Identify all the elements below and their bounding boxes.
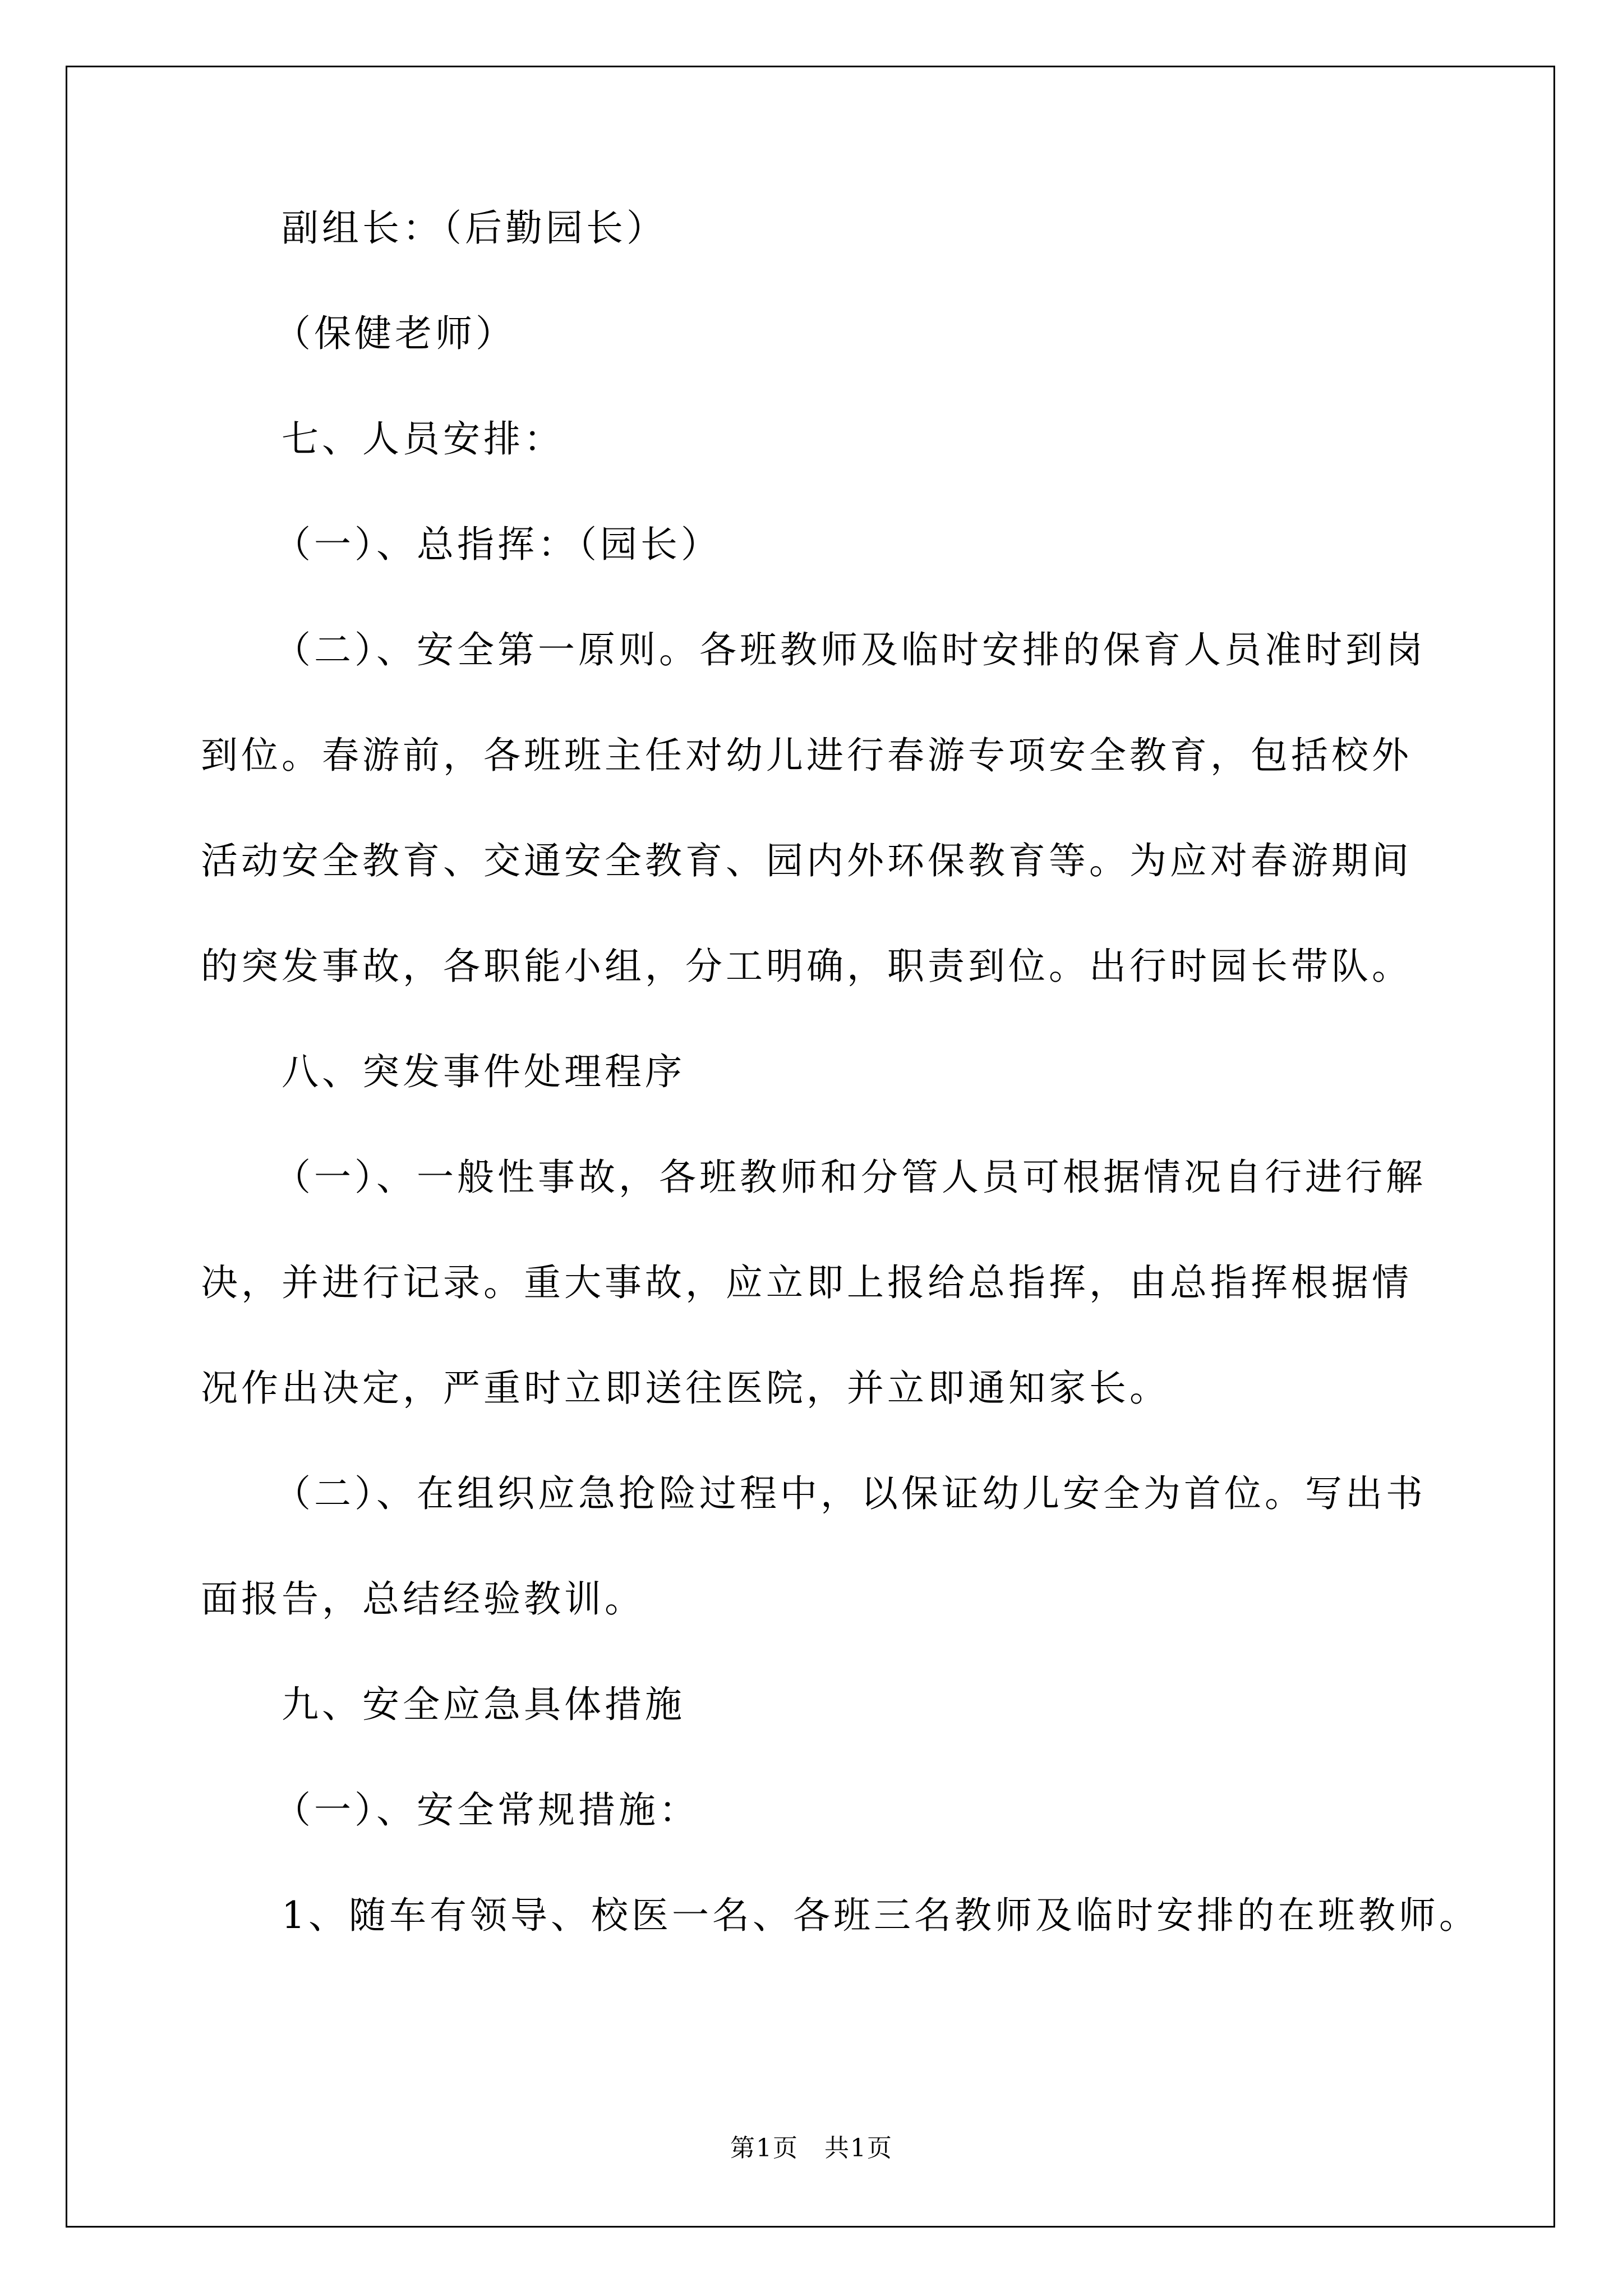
paragraph-line: 活动安全教育、交通安全教育、园内外环保教育等。为应对春游期间 <box>201 839 1412 882</box>
paragraph-line: 1、随车有领导、校医一名、各班三名教师及临时安排的在班教师。 <box>282 1894 1479 1937</box>
paragraph-line: （一）、总指挥：（园长） <box>274 523 721 566</box>
paragraph-line: 副组长：（后勤园长） <box>282 206 667 250</box>
paragraph-line: 的突发事故，各职能小组，分工明确，职责到位。出行时园长带队。 <box>201 945 1412 988</box>
section-heading: 八、突发事件处理程序 <box>282 1050 685 1093</box>
paragraph-line: （保健老师） <box>274 312 516 355</box>
section-heading: 九、安全应急具体措施 <box>282 1683 685 1726</box>
paragraph-line: （二）、在组织应急抢险过程中，以保证幼儿安全为首位。写出书 <box>274 1472 1426 1515</box>
paragraph-line: （二）、安全第一原则。各班教师及临时安排的保育人员准时到岗 <box>274 628 1426 671</box>
document-body <box>201 202 1479 1995</box>
paragraph-line: 况作出决定，严重时立即送往医院，并立即通知家长。 <box>201 1366 1170 1410</box>
paragraph-line: 到位。春游前，各班班主任对幼儿进行春游专项安全教育，包括校外 <box>201 734 1412 777</box>
paragraph-line: 面报告，总结经验教训。 <box>201 1577 645 1621</box>
paragraph-line: 决，并进行记录。重大事故，应立即上报给总指挥，由总指挥根据情 <box>201 1261 1412 1304</box>
section-heading: 七、人员安排： <box>282 417 564 461</box>
paragraph-line: （一）、一般性事故，各班教师和分管人员可根据情况自行进行解 <box>274 1156 1426 1199</box>
page-number: 第1页 共1页 <box>730 2134 893 2162</box>
paragraph-line: （一）、安全常规措施： <box>274 1788 699 1832</box>
